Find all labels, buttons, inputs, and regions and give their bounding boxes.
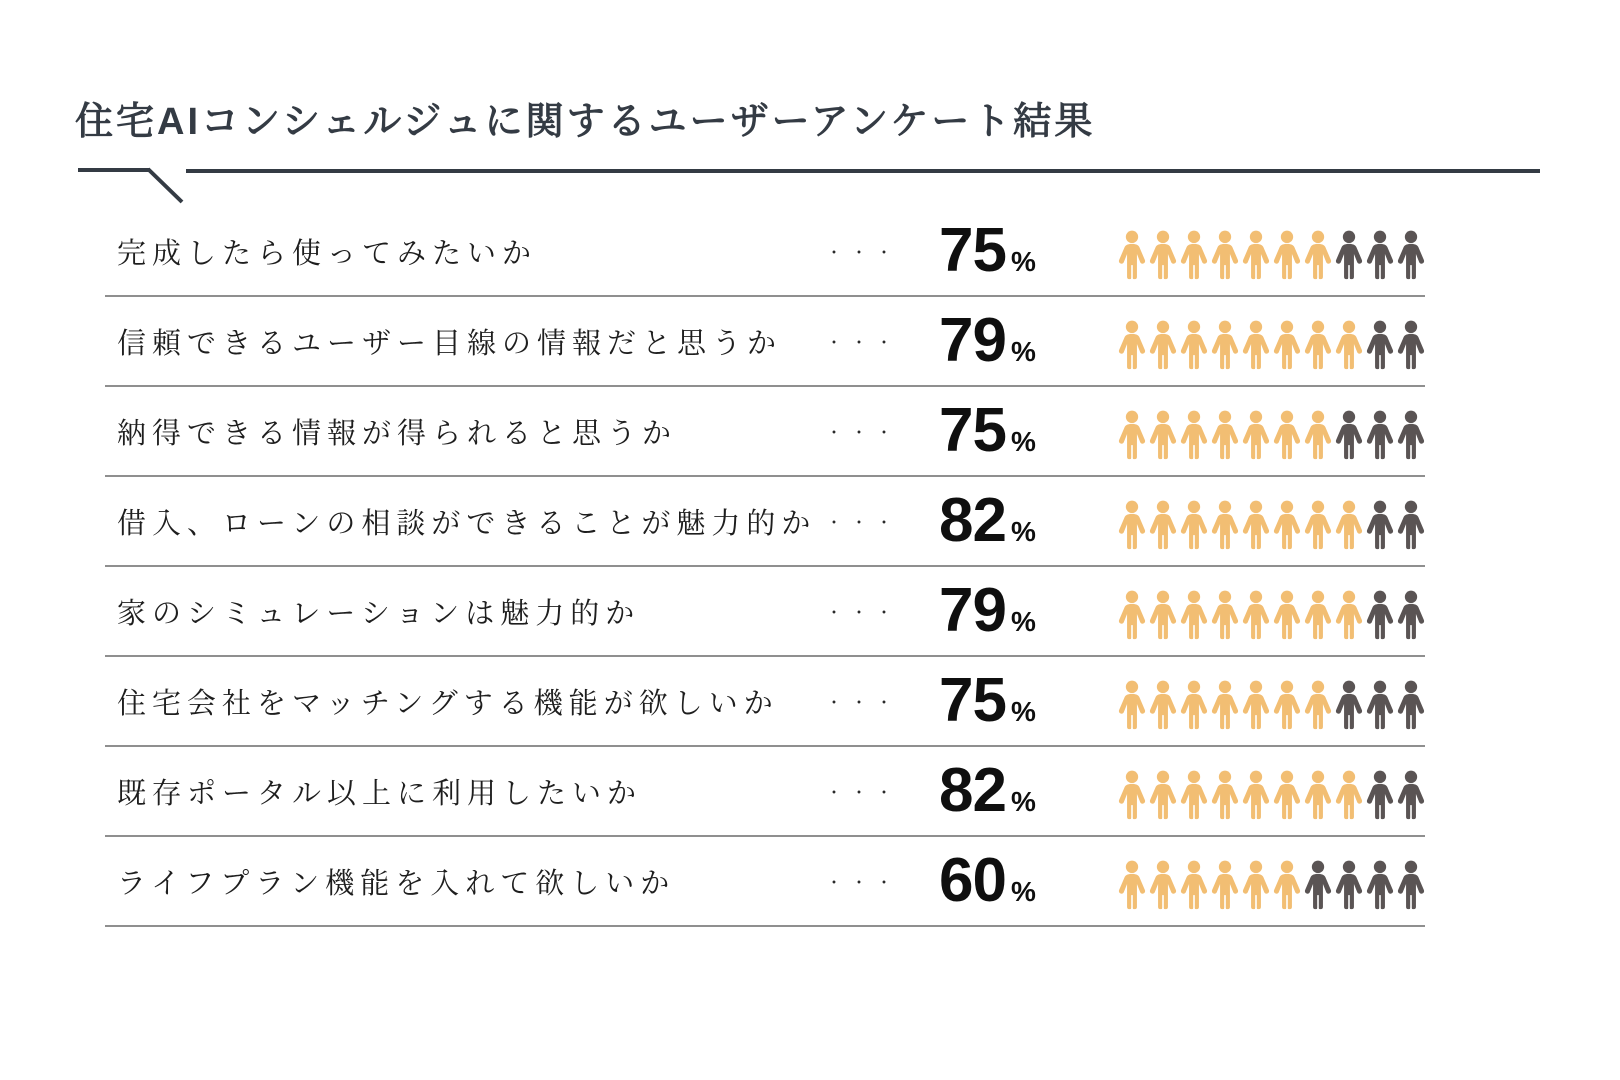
person-icon xyxy=(1365,858,1395,911)
person-icon xyxy=(1241,858,1271,911)
person-icon xyxy=(1396,588,1426,641)
question-label: 完成したら使ってみたいか xyxy=(117,237,538,270)
person-icon xyxy=(1179,228,1209,281)
question-label: ライフプラン機能を入れて欲しいか xyxy=(117,867,676,900)
person-icon xyxy=(1334,228,1364,281)
percent-group xyxy=(901,846,1101,915)
pictogram xyxy=(1101,768,1426,823)
percent-group xyxy=(901,396,1101,465)
survey-row xyxy=(105,837,1425,927)
person-icon xyxy=(1210,678,1240,731)
person-icon xyxy=(1117,678,1147,731)
person-icon xyxy=(1210,318,1240,371)
person-icon xyxy=(1179,678,1209,731)
person-icon xyxy=(1396,318,1426,371)
percent-unit: % xyxy=(1010,516,1036,547)
person-icon xyxy=(1303,858,1333,911)
survey-rows xyxy=(105,207,1425,927)
pictogram xyxy=(1101,498,1426,553)
person-icon xyxy=(1272,768,1302,821)
person-icon xyxy=(1365,498,1395,551)
percent-unit: % xyxy=(1010,876,1036,907)
question-label: 借入、ローンの相談ができることが魅力的か xyxy=(117,507,817,540)
person-icon xyxy=(1241,318,1271,371)
person-icon xyxy=(1210,768,1240,821)
person-icon xyxy=(1272,858,1302,911)
person-icon xyxy=(1303,588,1333,641)
person-icon xyxy=(1148,408,1178,461)
person-icon xyxy=(1396,768,1426,821)
person-icon xyxy=(1241,768,1271,821)
pictogram xyxy=(1101,318,1426,373)
percent-group xyxy=(901,576,1101,645)
person-icon xyxy=(1334,318,1364,371)
person-icon xyxy=(1272,318,1302,371)
percent-unit: % xyxy=(1010,696,1036,727)
dots-separator: ・・・ xyxy=(826,244,902,262)
survey-row xyxy=(105,477,1425,567)
person-icon xyxy=(1241,498,1271,551)
question-label: 住宅会社をマッチングする機能が欲しいか xyxy=(117,687,779,720)
person-icon xyxy=(1210,228,1240,281)
pictogram xyxy=(1101,228,1426,283)
person-icon xyxy=(1396,228,1426,281)
person-icon xyxy=(1148,588,1178,641)
survey-row xyxy=(105,207,1425,297)
person-icon xyxy=(1334,678,1364,731)
question-label: 信頼できるユーザー目線の情報だと思うか xyxy=(117,327,783,360)
person-icon xyxy=(1117,228,1147,281)
question-label: 家のシミュレーションは魅力的か xyxy=(117,597,641,630)
person-icon xyxy=(1210,498,1240,551)
person-icon xyxy=(1241,678,1271,731)
percent-value: 60 xyxy=(939,846,1006,915)
person-icon xyxy=(1148,678,1178,731)
person-icon xyxy=(1365,678,1395,731)
person-icon xyxy=(1148,498,1178,551)
survey-row xyxy=(105,747,1425,837)
percent-group xyxy=(901,216,1101,285)
person-icon xyxy=(1334,498,1364,551)
dots-separator: ・・・ xyxy=(826,514,902,532)
person-icon xyxy=(1272,228,1302,281)
person-icon xyxy=(1272,588,1302,641)
percent-unit: % xyxy=(1010,336,1036,367)
person-icon xyxy=(1241,588,1271,641)
percent-group xyxy=(901,486,1101,555)
percent-value: 79 xyxy=(939,306,1006,375)
person-icon xyxy=(1272,498,1302,551)
person-icon xyxy=(1179,498,1209,551)
person-icon xyxy=(1148,318,1178,371)
person-icon xyxy=(1396,498,1426,551)
survey-row xyxy=(105,387,1425,477)
dots-separator: ・・・ xyxy=(826,424,902,442)
person-icon xyxy=(1396,408,1426,461)
percent-value: 75 xyxy=(939,396,1006,465)
percent-group xyxy=(901,756,1101,825)
person-icon xyxy=(1303,678,1333,731)
page-title: 住宅AIコンシェルジュに関するユーザーアンケート結果 xyxy=(75,101,1096,143)
person-icon xyxy=(1396,678,1426,731)
person-icon xyxy=(1179,768,1209,821)
person-icon xyxy=(1179,408,1209,461)
title-underline-decoration xyxy=(75,162,1540,207)
person-icon xyxy=(1365,588,1395,641)
person-icon xyxy=(1117,318,1147,371)
percent-unit: % xyxy=(1010,786,1036,817)
person-icon xyxy=(1179,858,1209,911)
person-icon xyxy=(1117,768,1147,821)
pictogram xyxy=(1101,588,1426,643)
percent-group xyxy=(901,306,1101,375)
person-icon xyxy=(1117,588,1147,641)
person-icon xyxy=(1365,768,1395,821)
person-icon xyxy=(1241,408,1271,461)
person-icon xyxy=(1365,318,1395,371)
question-label: 既存ポータル以上に利用したいか xyxy=(117,777,643,810)
person-icon xyxy=(1179,318,1209,371)
person-icon xyxy=(1241,228,1271,281)
person-icon xyxy=(1210,858,1240,911)
dots-separator: ・・・ xyxy=(826,784,902,802)
pictogram xyxy=(1101,678,1426,733)
dots-separator: ・・・ xyxy=(826,604,902,622)
percent-unit: % xyxy=(1010,246,1036,277)
person-icon xyxy=(1148,228,1178,281)
person-icon xyxy=(1334,768,1364,821)
pictogram xyxy=(1101,408,1426,463)
person-icon xyxy=(1396,858,1426,911)
percent-group xyxy=(901,666,1101,735)
percent-value: 79 xyxy=(939,576,1006,645)
header xyxy=(75,100,1540,146)
person-icon xyxy=(1303,498,1333,551)
person-icon xyxy=(1272,678,1302,731)
person-icon xyxy=(1117,408,1147,461)
survey-row xyxy=(105,657,1425,747)
percent-value: 75 xyxy=(939,666,1006,735)
person-icon xyxy=(1179,588,1209,641)
percent-unit: % xyxy=(1010,606,1036,637)
percent-value: 75 xyxy=(939,216,1006,285)
person-icon xyxy=(1303,408,1333,461)
person-icon xyxy=(1210,408,1240,461)
person-icon xyxy=(1272,408,1302,461)
person-icon xyxy=(1148,768,1178,821)
person-icon xyxy=(1117,858,1147,911)
dots-separator: ・・・ xyxy=(826,694,902,712)
person-icon xyxy=(1334,408,1364,461)
person-icon xyxy=(1303,768,1333,821)
dots-separator: ・・・ xyxy=(826,874,902,892)
question-label: 納得できる情報が得られると思うか xyxy=(117,417,678,450)
percent-unit: % xyxy=(1010,426,1036,457)
percent-value: 82 xyxy=(939,756,1006,825)
person-icon xyxy=(1303,318,1333,371)
survey-row xyxy=(105,297,1425,387)
person-icon xyxy=(1334,858,1364,911)
survey-row xyxy=(105,567,1425,657)
person-icon xyxy=(1365,408,1395,461)
person-icon xyxy=(1303,228,1333,281)
person-icon xyxy=(1117,498,1147,551)
person-icon xyxy=(1210,588,1240,641)
pictogram xyxy=(1101,858,1426,913)
person-icon xyxy=(1334,588,1364,641)
dots-separator: ・・・ xyxy=(826,334,902,352)
percent-value: 82 xyxy=(939,486,1006,555)
person-icon xyxy=(1365,228,1395,281)
person-icon xyxy=(1148,858,1178,911)
